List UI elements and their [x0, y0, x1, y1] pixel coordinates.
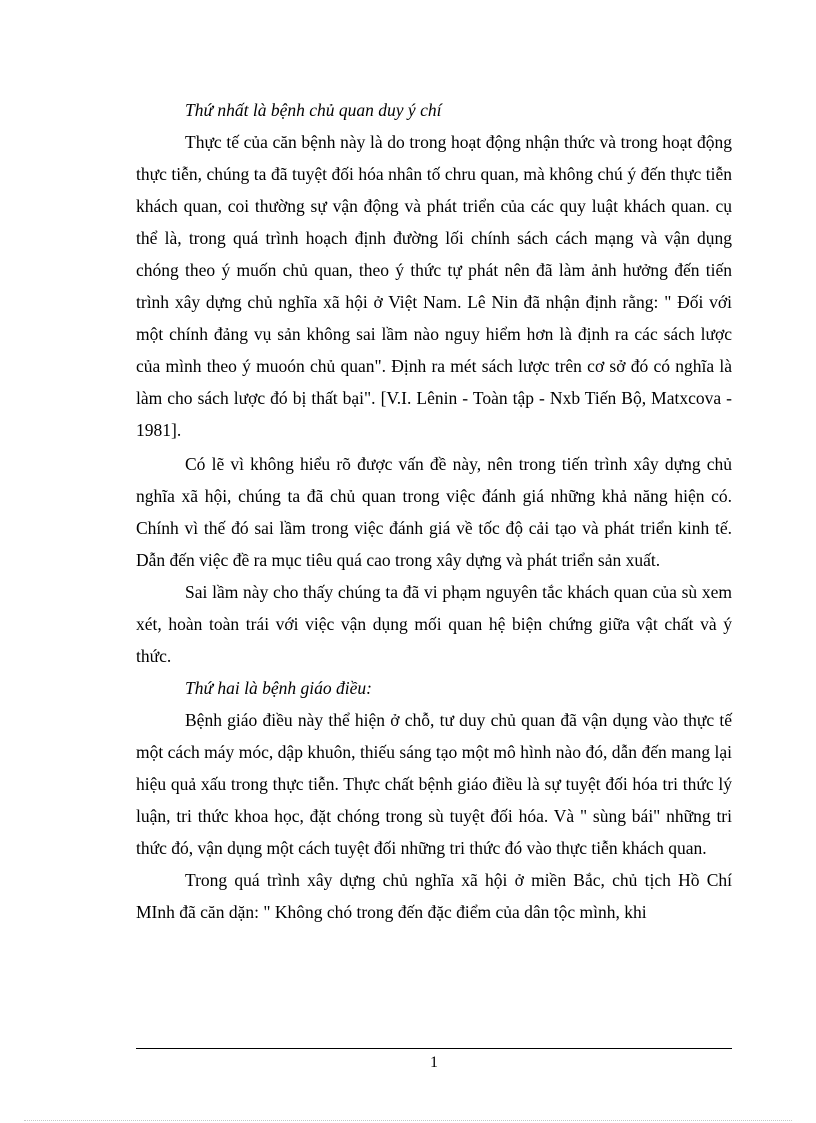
page-boundary: [24, 1120, 792, 1121]
paragraph: Thực tế của căn bệnh này là do trong hoạt động nhận thức và trong hoạt động thực tiễn, chúng ta đã tuyệt đối hóa nhân tố chru quan, mà không chú ý đến thực tiễn khách quan, coi thường sự vận động và phát triển của các quy luật khách quan. cụ thể là, trong quá trình hoạch định đường lối chính sách cách mạng và vận dụng chóng theo ý muốn chủ quan, theo ý thức tự phát nên đã làm ảnh hưởng đến tiến trình xây dựng chủ nghĩa xã hội ở Việt Nam. Lê Nin đã nhận định rằng: " Đối với một chính đảng vụ sản không sai lầm nào nguy hiểm hơn là định ra các sách lược của mình theo ý muoón chủ quan". Định ra mét sách lược trên cơ sở đó có nghĩa là làm cho sách lược đó bị thất bại". [V.I. Lênin - Toàn tập - Nxb Tiến Bộ, Matxcova - 1981].: [136, 132, 732, 440]
footer-divider: [136, 1048, 732, 1049]
section-heading-second: Thứ hai là bệnh giáo điều:: [185, 678, 372, 698]
page-number: 1: [430, 1054, 438, 1071]
paragraph: Trong quá trình xây dựng chủ nghĩa xã hội ở miền Bắc, chủ tịch Hồ Chí MInh đã căn dặn: " Không chó trong đến đặc điểm của dân tộc mình, khi: [136, 870, 732, 922]
paragraph: Có lẽ vì không hiểu rõ được vấn đề này, nên trong tiến trình xây dựng chủ nghĩa xã hội, chúng ta đã chủ quan trong việc đánh giá những khả năng hiện có. Chính vì thế đó sai lầm trong việc đánh giá về tốc độ cải tạo và phát triển kinh tế. Dẫn đến việc đề ra mục tiêu quá cao trong xây dựng và phát triển sản xuất.: [136, 454, 732, 570]
section-heading-first: Thứ nhất là bệnh chủ quan duy ý chí: [185, 100, 442, 120]
paragraph: Bệnh giáo điều này thể hiện ở chỗ, tư duy chủ quan đã vận dụng vào thực tế một cách máy móc, dập khuôn, thiếu sáng tạo một mô hình nào đó, dẫn đến mang lại hiệu quả xấu trong thực tiễn. Thực chất bệnh giáo điều là sự tuyệt đối hóa tri thức lý luận, tri thức khoa học, đặt chóng trong sù tuyệt đối hóa. Và " sùng bái" những tri thức đó, vận dụng một cách tuyệt đối những tri thức đó vào thực tiễn khách quan.: [136, 710, 732, 858]
paragraph: Sai lầm này cho thấy chúng ta đã vi phạm nguyên tắc khách quan của sù xem xét, hoàn toàn trái với việc vận dụng mối quan hệ biện chứng giữa vật chất và ý thức.: [136, 582, 732, 666]
document-body: [136, 94, 732, 928]
